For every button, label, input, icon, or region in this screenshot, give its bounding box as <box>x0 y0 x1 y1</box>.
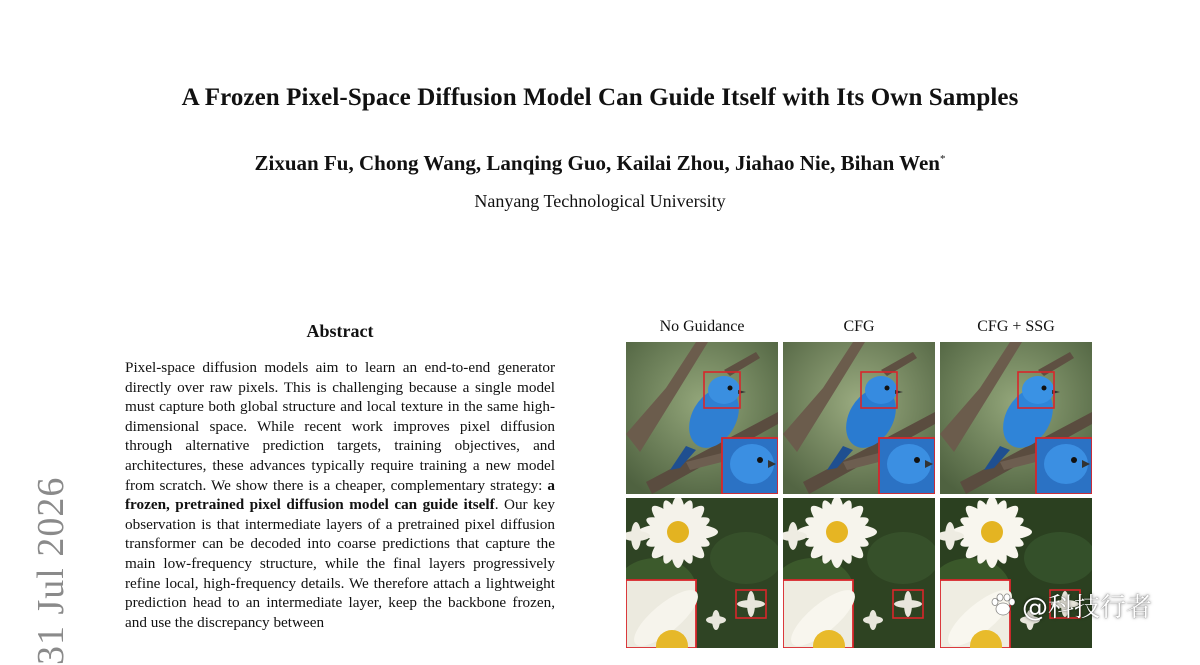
daisy-picture <box>940 498 1092 648</box>
bird-picture <box>626 342 778 494</box>
watermark-text: @科技行者 <box>1022 592 1153 623</box>
abstract-text-end: . Our key observation is that intermediate layers of a pretrained pixel diffusion transformer can be decoded into coarse predictions that capture the main low-frequency structure, while the final layers progressively refine local, high-frequency details. We therefore attach a lightweight prediction head to an intermediate layer, keep the backbone frozen, and use the discrepancy between <box>125 496 555 631</box>
arxiv-stamp: 31 Jul 2026 <box>30 476 72 665</box>
corresponding-author-mark: * <box>939 153 946 165</box>
affiliation: Nanyang Technological University <box>474 191 726 211</box>
bird-image-cfg <box>783 342 935 494</box>
column-header-cfg: CFG <box>843 318 875 335</box>
daisy-image-cfg <box>783 498 935 648</box>
daisy-image-cfg-ssg <box>940 498 1092 648</box>
column-header-cfg-ssg: CFG + SSG <box>977 318 1055 335</box>
paper-title: A Frozen Pixel-Space Diffusion Model Can Guide Itself with Its Own Samples <box>181 84 1019 111</box>
bird-picture <box>940 342 1092 494</box>
author-names: Zixuan Fu, Chong Wang, Lanqing Guo, Kailai Zhou, Jiahao Nie, Bihan Wen <box>254 151 940 175</box>
paw-logo-icon <box>988 592 1018 618</box>
bird-image-cfg-ssg <box>940 342 1092 494</box>
watermark <box>988 588 1152 622</box>
abstract-heading: Abstract <box>306 321 374 341</box>
abstract-key-claim: a frozen, pretrained pixel diffusion model can guide itself <box>125 476 555 514</box>
abstract-text-start: Pixel-space diffusion models aim to learn an end-to-end generator directly over raw pixels. This is challenging because a single model must capture both global structure and local texture in the same high-dimensional space. While recent work improves pixel diffusion through alternative prediction targets, training objectives, and architectures, these advances typically require training a new model from scratch. We show there is a cheaper, complementary strategy: <box>125 359 555 494</box>
bird-picture <box>783 342 935 494</box>
daisy-picture <box>783 498 935 648</box>
daisy-picture <box>626 498 778 648</box>
author-list <box>0 151 1200 176</box>
column-header-no-guidance: No Guidance <box>659 318 745 335</box>
abstract-text <box>125 358 555 632</box>
daisy-image-no-guidance <box>626 498 778 648</box>
bird-image-no-guidance <box>626 342 778 494</box>
